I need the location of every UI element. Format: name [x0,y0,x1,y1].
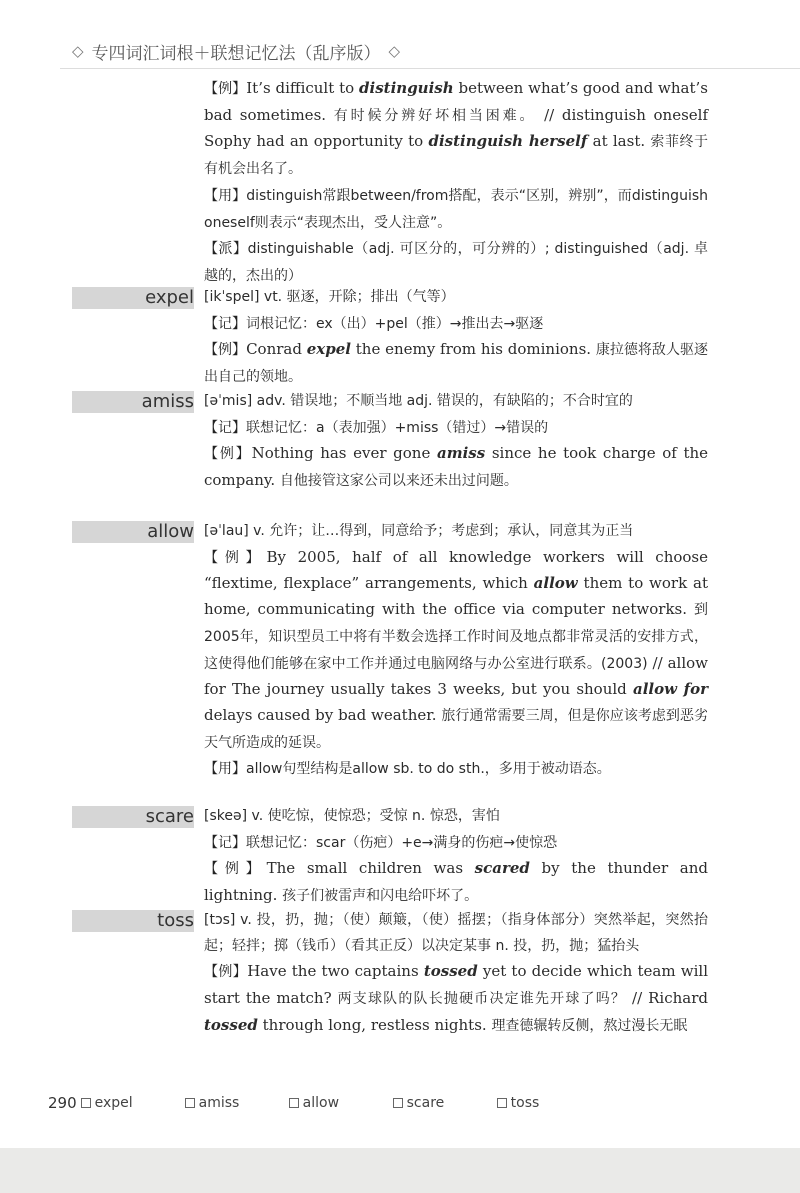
checkbox-icon [81,1098,91,1108]
diamond-ornament-icon: ◇ [72,42,84,60]
entry-scare [204,804,708,910]
usage-paragraph: 【用】allow句型结构是allow sb. to do sth.，多用于被动语态。 [204,761,611,778]
header-divider [60,68,800,69]
distinguish-continuation [204,76,708,290]
checkbox-icon [497,1098,507,1108]
checkbox-icon [289,1098,299,1108]
headword-allow: allow [147,521,194,542]
running-header [72,38,400,64]
footer-word: scare [393,1095,497,1111]
headword-toss: toss [157,910,194,931]
memory-paragraph: 【记】词根记忆：ex（出）+pel（推）→推出去→驱逐 [204,315,544,332]
memory-paragraph: 【记】联想记忆：scar（伤疤）+e→满身的伤疤→使惊恐 [204,834,558,851]
header-title: 专四词汇词根＋联想记忆法（乱序版） [91,43,381,64]
headword-amiss: amiss [141,391,194,412]
page-number: 290 [48,1094,77,1112]
definition: [əˈlau] v. 允许；让…得到，同意给予；考虑到；承认，同意其为正当 [204,523,634,539]
derivative-paragraph: 【派】distinguishable（adj. 可区分的，可分辨的）; distinguished（adj. 卓越的，杰出的） [204,241,708,284]
diamond-ornament-icon: ◇ [388,42,401,60]
headword-scare: scare [145,806,194,827]
entry-toss [204,908,708,1040]
example-paragraph: 【例】It’s difficult to distinguish between what’s good and what’s bad sometimes. 有时候分辨好坏相当困难。 // distinguish oneself Sophy had an opportunity to distinguish herself at last. 索菲终于有机会出名了。 [204,79,709,178]
definition: [skeə] v. 使吃惊，使惊恐；受惊 n. 惊恐，害怕 [204,808,500,824]
usage-paragraph: 【用】distinguish常跟between/from搭配，表示“区别，辨别”，而distinguish oneself则表示“表现杰出，受人注意”。 [204,187,708,231]
definition: [tɔs] v. 投，扔，抛；（使）颠簸，（使）摇摆；（指身体部分）突然举起，突然抬起；轻拌；掷（钱币）（看其正反）以决定某事 n. 投，扔，抛；猛抬头 [204,912,708,954]
checkbox-icon [393,1098,403,1108]
example-paragraph: 【例】The small children was scared by the thunder and lightning. 孩子们被雷声和闪电给吓坏了。 [204,859,708,905]
definition: [əˈmis] adv. 错误地；不顺当地 adj. 错误的，有缺陷的；不合时宜的 [204,393,633,409]
footer-word: amiss [185,1095,289,1111]
example-paragraph: 【例】Nothing has ever gone amiss since he took charge of the company. 自他接管这家公司以来还未出过问题。 [204,444,709,490]
memory-paragraph: 【记】联想记忆：a（表加强）+miss（错过）→错误的 [204,419,549,436]
page-footer [48,1094,601,1112]
footer-word: expel [81,1095,185,1111]
example-paragraph: 【例】Have the two captains tossed yet to decide which team will start the match? 两支球队的队长抛硬币决定谁先开球了吗？ // Richard tossed through long, restless nights. 理查德辗转反侧，熬过漫长无眠 [204,962,708,1034]
entry-amiss [204,389,708,495]
page-edge-shadow [0,1148,800,1193]
footer-word: toss [497,1095,601,1111]
headword-expel: expel [145,287,194,308]
example-paragraph: 【例】By 2005, half of all knowledge workers will choose “flextime, flexplace” arrangements, which allow them to work at home, communicating with the office via computer networks. 到2005年，知识型员工中将有半数会选择工作时间及地点都非常灵活的安排方式，这使得他们能够在家中工作并通过电脑网络与办公室进行联系。(2003) // allow for The journey usually takes 3 weeks, but you should allow for delays caused by bad weather. 旅行通常需要三周，但是你应该考虑到恶劣天气所造成的延误。 [204,547,709,751]
example-paragraph: 【例】Conrad expel the enemy from his dominions. 康拉德将敌人驱逐出自己的领地。 [204,340,709,386]
entry-allow [204,519,708,783]
entry-expel [204,285,708,391]
checkbox-icon [185,1098,195,1108]
definition: [ikˈspel] vt. 驱逐，开除；排出（气等） [204,289,455,305]
footer-word: allow [289,1095,393,1111]
